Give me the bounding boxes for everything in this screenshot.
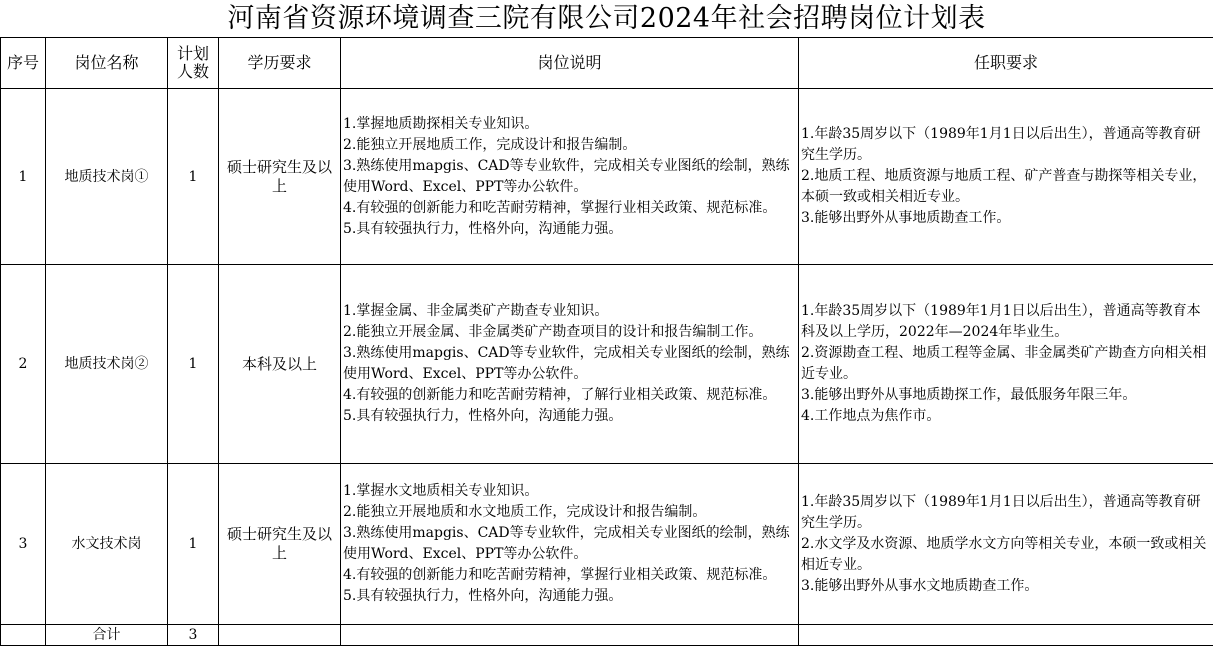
total-count: 3	[168, 625, 219, 646]
description-line: 2.能独立开展地质和水文地质工作，完成设计和报告编制。	[343, 502, 796, 523]
row-count: 1	[168, 89, 219, 265]
header-requirements: 任职要求	[799, 38, 1213, 89]
row-description	[341, 89, 799, 265]
total-empty-cell	[219, 625, 341, 646]
description-line: 2.能独立开展金属、非金属类矿产勘查项目的设计和报告编制工作。	[343, 322, 796, 343]
description-line: 3.熟练使用mapgis、CAD等专业软件，完成相关专业图纸的绘制，熟练使用Word、Excel、PPT等办公软件。	[343, 156, 796, 198]
row-count: 1	[168, 464, 219, 625]
requirement-line: 1.年龄35周岁以下（1989年1月1日以后出生），普通高等教育本科及以上学历，2022年—2024年毕业生。	[801, 301, 1211, 343]
total-empty-cell	[341, 625, 799, 646]
description-line: 5.具有较强执行力，性格外向，沟通能力强。	[343, 406, 796, 427]
row-requirements	[799, 464, 1213, 625]
requirement-line: 2.资源勘查工程、地质工程等金属、非金属类矿产勘查方向相关相近专业。	[801, 343, 1211, 385]
row-education: 本科及以上	[219, 265, 341, 464]
row-position: 水文技术岗	[46, 464, 168, 625]
description-line: 2.能独立开展地质工作，完成设计和报告编制。	[343, 135, 796, 156]
total-label: 合计	[46, 625, 168, 646]
requirement-line: 2.地质工程、地质资源与地质工程、矿产普查与勘探等相关专业，本硕一致或相关相近专业。	[801, 166, 1211, 208]
table-row	[1, 265, 1213, 464]
page-title: 河南省资源环境调查三院有限公司2024年社会招聘岗位计划表	[0, 0, 1213, 37]
requirement-line: 4.工作地点为焦作市。	[801, 406, 1211, 427]
recruitment-table	[0, 37, 1213, 646]
row-count: 1	[168, 265, 219, 464]
description-line: 4.有较强的创新能力和吃苦耐劳精神，掌握行业相关政策、规范标准。	[343, 565, 796, 586]
header-row	[1, 38, 1213, 89]
description-line: 4.有较强的创新能力和吃苦耐劳精神，了解行业相关政策、规范标准。	[343, 385, 796, 406]
description-line: 1.掌握水文地质相关专业知识。	[343, 481, 796, 502]
header-planned-line2: 人数	[168, 63, 218, 81]
total-empty-cell	[1, 625, 46, 646]
requirement-line: 1.年龄35周岁以下（1989年1月1日以后出生），普通高等教育研究生学历。	[801, 124, 1211, 166]
row-education: 硕士研究生及以上	[219, 89, 341, 265]
row-index: 2	[1, 265, 46, 464]
header-education: 学历要求	[219, 38, 341, 89]
row-requirements	[799, 265, 1213, 464]
row-description	[341, 265, 799, 464]
row-description	[341, 464, 799, 625]
row-index: 1	[1, 89, 46, 265]
total-row	[1, 625, 1213, 646]
requirement-line: 3.能够出野外从事地质勘查工作。	[801, 208, 1211, 229]
requirement-line: 1.年龄35周岁以下（1989年1月1日以后出生），普通高等教育研究生学历。	[801, 492, 1211, 534]
row-index: 3	[1, 464, 46, 625]
description-line: 1.掌握地质勘探相关专业知识。	[343, 114, 796, 135]
description-line: 1.掌握金属、非金属类矿产勘查专业知识。	[343, 301, 796, 322]
description-line: 4.有较强的创新能力和吃苦耐劳精神，掌握行业相关政策、规范标准。	[343, 198, 796, 219]
row-position: 地质技术岗②	[46, 265, 168, 464]
header-description: 岗位说明	[341, 38, 799, 89]
requirement-line: 3.能够出野外从事水文地质勘查工作。	[801, 576, 1211, 597]
total-empty-cell	[799, 625, 1213, 646]
row-position: 地质技术岗①	[46, 89, 168, 265]
table-row	[1, 464, 1213, 625]
description-line: 3.熟练使用mapgis、CAD等专业软件，完成相关专业图纸的绘制，熟练使用Word、Excel、PPT等办公软件。	[343, 343, 796, 385]
requirement-line: 3.能够出野外从事地质勘探工作，最低服务年限三年。	[801, 385, 1211, 406]
table-row	[1, 89, 1213, 265]
description-line: 3.熟练使用mapgis、CAD等专业软件，完成相关专业图纸的绘制，熟练使用Word、Excel、PPT等办公软件。	[343, 523, 796, 565]
description-line: 5.具有较强执行力，性格外向，沟通能力强。	[343, 219, 796, 240]
requirement-line: 2.水文学及水资源、地质学水文方向等相关专业，本硕一致或相关相近专业。	[801, 534, 1211, 576]
header-position: 岗位名称	[46, 38, 168, 89]
header-planned-line1: 计划	[168, 45, 218, 63]
row-education: 硕士研究生及以上	[219, 464, 341, 625]
description-line: 5.具有较强执行力，性格外向，沟通能力强。	[343, 586, 796, 607]
header-planned-count	[168, 38, 219, 89]
header-index: 序号	[1, 38, 46, 89]
row-requirements	[799, 89, 1213, 265]
